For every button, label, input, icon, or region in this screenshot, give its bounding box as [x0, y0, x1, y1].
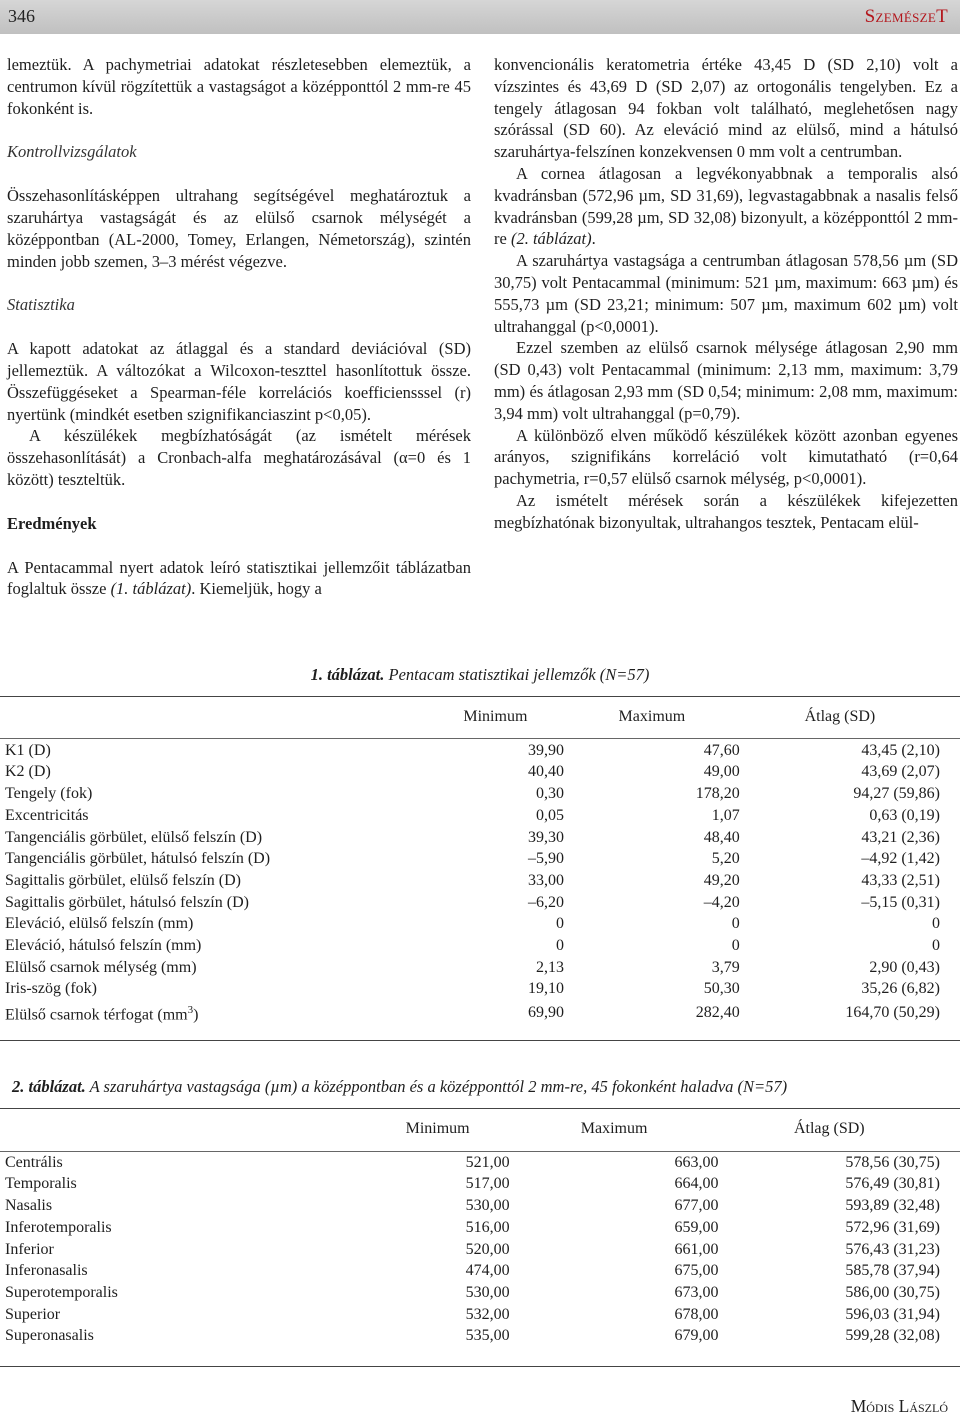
table-row: [0, 913, 940, 935]
cell-value: 675,00: [674, 1262, 719, 1280]
table-row: [0, 1000, 940, 1026]
cell-value: 474,00: [465, 1262, 510, 1280]
page-number: 346: [8, 6, 35, 26]
column-header: Maximum: [618, 708, 686, 725]
table-row: [0, 870, 940, 892]
table-row: [0, 1260, 940, 1282]
cell-value: 535,00: [465, 1327, 510, 1345]
table-row: [0, 957, 940, 979]
row-label: Eleváció, elülső felszín (mm): [5, 915, 194, 933]
row-label: Inferotemporalis: [5, 1218, 112, 1236]
table-row: [0, 892, 940, 914]
table-row: [0, 783, 940, 805]
cell-value: 43,45 (2,10): [861, 741, 940, 759]
superscript-three: 3: [187, 1004, 194, 1017]
table-row: [0, 1304, 940, 1326]
table-row: [0, 761, 940, 783]
cell-value: 572,96 (31,69): [845, 1218, 940, 1236]
table-row: [0, 740, 940, 762]
cell-value: –4,92 (1,42): [861, 850, 940, 868]
cell-value: 0: [731, 937, 740, 955]
cell-value: 596,03 (31,94): [845, 1305, 940, 1323]
table-header-row: [0, 1118, 940, 1140]
cell-value: 530,00: [465, 1197, 510, 1215]
header-blank-cell: [0, 706, 427, 728]
table2-reference: (2. táblázat): [510, 229, 592, 249]
cell-value: 1,07: [711, 806, 740, 824]
header-spacer: [0, 1140, 940, 1152]
table1-reference: (1. táblázat): [110, 579, 192, 599]
heading-statisztika: Statisztika: [7, 295, 75, 315]
cell-value: 677,00: [674, 1197, 719, 1215]
table-row: [0, 827, 940, 849]
cell-value: 3,79: [711, 958, 740, 976]
cell-value: 679,00: [674, 1327, 719, 1345]
table1-header-rule: [0, 738, 960, 739]
cell-value: –5,90: [527, 850, 564, 868]
table1: [0, 706, 940, 1026]
journal-name: SzemészeT: [864, 6, 948, 27]
cell-value: 576,43 (31,23): [845, 1240, 940, 1258]
table1-caption-text: Pentacam statisztikai jellemzők (N=57): [384, 665, 650, 684]
table2-caption-number: 2. táblázat.: [12, 1077, 86, 1096]
cell-value: 530,00: [465, 1283, 510, 1301]
cell-value: 40,40: [527, 763, 564, 781]
row-label: Excentricitás: [5, 806, 89, 824]
cell-value: 39,90: [527, 741, 564, 759]
table-header-row: [0, 706, 940, 728]
row-label: Inferior: [5, 1240, 54, 1258]
left-column: [7, 54, 471, 600]
row-label: Sagittalis görbület, hátulsó felszín (D): [5, 893, 249, 911]
row-label: Superior: [5, 1305, 61, 1323]
row-label: Superotemporalis: [5, 1283, 118, 1301]
cell-value: 2,90 (0,43): [869, 958, 940, 976]
header-blank-cell: [0, 1118, 366, 1140]
row-label: Temporalis: [5, 1175, 77, 1193]
cell-value: 659,00: [674, 1218, 719, 1236]
cell-value: 2,13: [535, 958, 564, 976]
row-label: Elülső csarnok térfogat $(mm^3)$: [5, 1004, 199, 1024]
cell-value: 50,30: [703, 980, 740, 998]
chamber-paragraph: Ezzel szemben az elülső csarnok mélysége átlagosan 2,90 mm (SD 0,43) volt Pentacammal (minimum: 2,13 mm, maximum: 3,79 mm) és átlagosan 2,93 mm (SD 0,54; minimum: 2,08 mm, maximum: 3,94 mm) volt ultrahanggal (p=0,79).: [494, 338, 958, 423]
cell-value: 576,49 (30,81): [845, 1175, 940, 1193]
cell-value: 47,60: [703, 741, 740, 759]
table-row: [0, 1173, 940, 1195]
table1-bottom-rule: [0, 1040, 960, 1041]
cell-value: 663,00: [674, 1153, 719, 1171]
cell-value: 517,00: [465, 1175, 510, 1193]
row-label: Centrális: [5, 1153, 63, 1171]
row-label: Iris-szög (fok): [5, 980, 97, 998]
cell-value: 0: [731, 915, 740, 933]
table2-caption-text: A szaruhártya vastagsága (µm) a középpontban és a középponttól 2 mm-re, 45 fokonként haladva (N=57): [85, 1077, 788, 1096]
row-label: Tangenciális görbület, elülső felszín (D): [5, 828, 263, 846]
cell-value: 5,20: [711, 850, 740, 868]
row-label: Tengely (fok): [5, 785, 93, 803]
table-row: [0, 1325, 940, 1347]
table-row: [0, 1195, 940, 1217]
cell-value: 0: [555, 915, 564, 933]
row-label: Elülső csarnok mélység (mm): [5, 958, 197, 976]
cell-value: 678,00: [674, 1305, 719, 1323]
eredmenyek-text-b: . Kiemeljük, hogy a: [191, 579, 322, 599]
row-label: K2 (D): [5, 763, 51, 781]
table2-caption: [12, 1076, 787, 1098]
cell-value: 0: [932, 915, 940, 933]
table-row: [0, 1282, 940, 1304]
cell-value: 43,33 (2,51): [861, 871, 940, 889]
table1-caption-number: 1. táblázat.: [310, 665, 385, 684]
cell-value: 178,20: [695, 785, 740, 803]
cell-value: 586,00 (30,75): [845, 1283, 940, 1301]
intro-paragraph: lemeztük. A pachymetriai adatokat részletesebben elemeztük, a centrumon kívül rögzítettük a vastagságot a középponttól 2 mm-re 45 fokonként is.: [7, 55, 471, 118]
cell-value: 585,78 (37,94): [845, 1262, 940, 1280]
keratometry-paragraph: konvencionális keratometria értéke 43,45 D (SD 2,10) volt a vízszintes és 43,69 D (SD 2,07) az ortogonális tengelyben. Ez a tengely átlagosan 94 fokban volt található, meglehetősen nagy szórással (SD 60). Az eleváció mind az elülső, mind a hátulsó szaruhártya-felszínen konzekvensen 0 mm volt a centrumban.: [494, 55, 958, 162]
column-header: Átlag (SD): [793, 1120, 865, 1137]
cell-value: –6,20: [527, 893, 564, 911]
cornea-text-a: A cornea átlagosan a legvékonyabbnak a temporalis alsó kvadránsban (572,96 µm, SD 31,69), legvastagabbnak a nasalis felső kvadránsban (599,28 µm, SD 32,08) bizonyult, a középponttól 2 mm-re: [494, 163, 958, 249]
cell-value: 0: [555, 937, 564, 955]
cell-value: 0: [932, 937, 940, 955]
cell-value: 673,00: [674, 1283, 719, 1301]
row-label: Sagittalis görbület, elülső felszín (D): [5, 871, 241, 889]
row-label: Inferonasalis: [5, 1262, 88, 1280]
correlation-paragraph: A különböző elven működő készülékek között azonban egyenes arányos, szignifikáns korreláció volt kimutatható (r=0,64 pachymetria, r=0,57 elülső csarnok mélység, p<0,0001).: [494, 425, 958, 489]
cell-value: 593,89 (32,48): [845, 1197, 940, 1215]
table2-top-rule: [0, 1108, 960, 1109]
row-label: Nasalis: [5, 1197, 53, 1215]
table-row: [0, 935, 940, 957]
cornea-text-b: .: [591, 229, 596, 249]
table2-bottom-rule: [0, 1366, 960, 1367]
cell-value: 94,27 (59,86): [853, 785, 940, 803]
table2-header-rule: [0, 1151, 960, 1152]
stat-paragraph-2: A készülékek megbízhatóságát (az ismételt mérések összehasonlítását) a Cronbach-alfa meghatározásával (α=0 és 1 között) teszteltük.: [7, 426, 471, 489]
spacer-cell: [0, 1140, 940, 1152]
cell-value: 578,56 (30,75): [845, 1153, 940, 1171]
row-label: K1 (D): [5, 741, 51, 759]
cell-value: 33,00: [527, 871, 564, 889]
table-row: [0, 848, 940, 870]
cell-value: –5,15 (0,31): [861, 893, 940, 911]
table2: [0, 1118, 940, 1347]
cell-value: 0,30: [535, 785, 564, 803]
cell-value: 19,10: [527, 980, 564, 998]
cell-value: 661,00: [674, 1240, 719, 1258]
cell-value: 48,40: [703, 828, 740, 846]
cell-value: 282,40: [695, 1004, 740, 1022]
column-header: Minimum: [463, 708, 528, 725]
table1-top-rule: [0, 696, 960, 697]
eredmenyek-text-a: A Pentacammal nyert adatok leíró statisztikai jellemzőit táblázatban foglaltuk össze: [7, 557, 471, 599]
cell-value: 0,63 (0,19): [869, 806, 940, 824]
table1-caption: [0, 664, 960, 686]
table-row: [0, 1239, 940, 1261]
cell-value: 599,28 (32,08): [845, 1327, 940, 1345]
right-column: [494, 54, 958, 534]
stat-paragraph-1: A kapott adatokat az átlaggal és a standard deviációval (SD) jellemeztük. A változókat a Wilcoxon-teszttel hasonlítottuk össze. Összefüggéseket a Spearman-féle korrelációs koefficiensssel (r) nyertünk (mindkét esetben szignifikanciaszint p<0,05).: [7, 339, 471, 424]
reliability-paragraph: Az ismételt mérések során a készülékek kifejezetten megbízhatónak bizonyultak, ultrahangos tesztek, Pentacam elül-: [494, 490, 958, 532]
row-label: Tangenciális görbület, hátulsó felszín (D): [5, 850, 271, 868]
row-label: Superonasalis: [5, 1327, 94, 1345]
cell-value: 49,20: [703, 871, 740, 889]
cell-value: 69,90: [527, 1004, 564, 1022]
cell-value: 35,26 (6,82): [861, 980, 940, 998]
heading-kontrollvizsgalatok: Kontrollvizsgálatok: [7, 142, 137, 162]
column-header: Átlag (SD): [804, 708, 876, 725]
cell-value: 532,00: [465, 1305, 510, 1323]
cell-value: 520,00: [465, 1240, 510, 1258]
column-header: Minimum: [405, 1120, 470, 1137]
row-label: Eleváció, hátulsó felszín (mm): [5, 937, 202, 955]
kontroll-paragraph: Összehasonlításképpen ultrahang segítségével meghatároztuk a szaruhártya vastagságát és az elülső csarnok mélységét a középpontban (AL-2000, Tomey, Erlangen, Németország), szintén minden jobb szemen, 3–3 mérést végezve.: [7, 186, 471, 271]
table-row: [0, 978, 940, 1000]
cell-value: 521,00: [465, 1153, 510, 1171]
cell-value: 39,30: [527, 828, 564, 846]
table-row: [0, 805, 940, 827]
cell-value: 43,69 (2,07): [861, 763, 940, 781]
cell-value: 164,70 (50,29): [845, 1004, 940, 1022]
cell-value: 516,00: [465, 1218, 510, 1236]
eredmenyek-paragraph: [7, 557, 471, 601]
heading-eredmenyek: Eredmények: [7, 513, 97, 533]
cell-value: 43,21 (2,36): [861, 828, 940, 846]
cell-value: 0,05: [535, 806, 564, 824]
author-footer: Módis László: [850, 1396, 948, 1416]
cell-value: 49,00: [703, 763, 740, 781]
cell-value: 664,00: [674, 1175, 719, 1193]
page-header: [0, 0, 960, 34]
table-row: [0, 1217, 940, 1239]
thickness-paragraph: A szaruhártya vastagsága a centrumban átlagosan 578,56 µm (SD 30,75) volt Pentacammal (minimum: 521 µm, maximum: 663 µm) és 555,73 µm (SD 23,21; minimum: 507 µm, maximum 602 µm) volt ultrahanggal (p<0,0001).: [494, 251, 958, 336]
column-header: Maximum: [580, 1120, 648, 1137]
cornea-paragraph: [494, 163, 958, 250]
cell-value: –4,20: [703, 893, 740, 911]
table-row: [0, 1152, 940, 1174]
